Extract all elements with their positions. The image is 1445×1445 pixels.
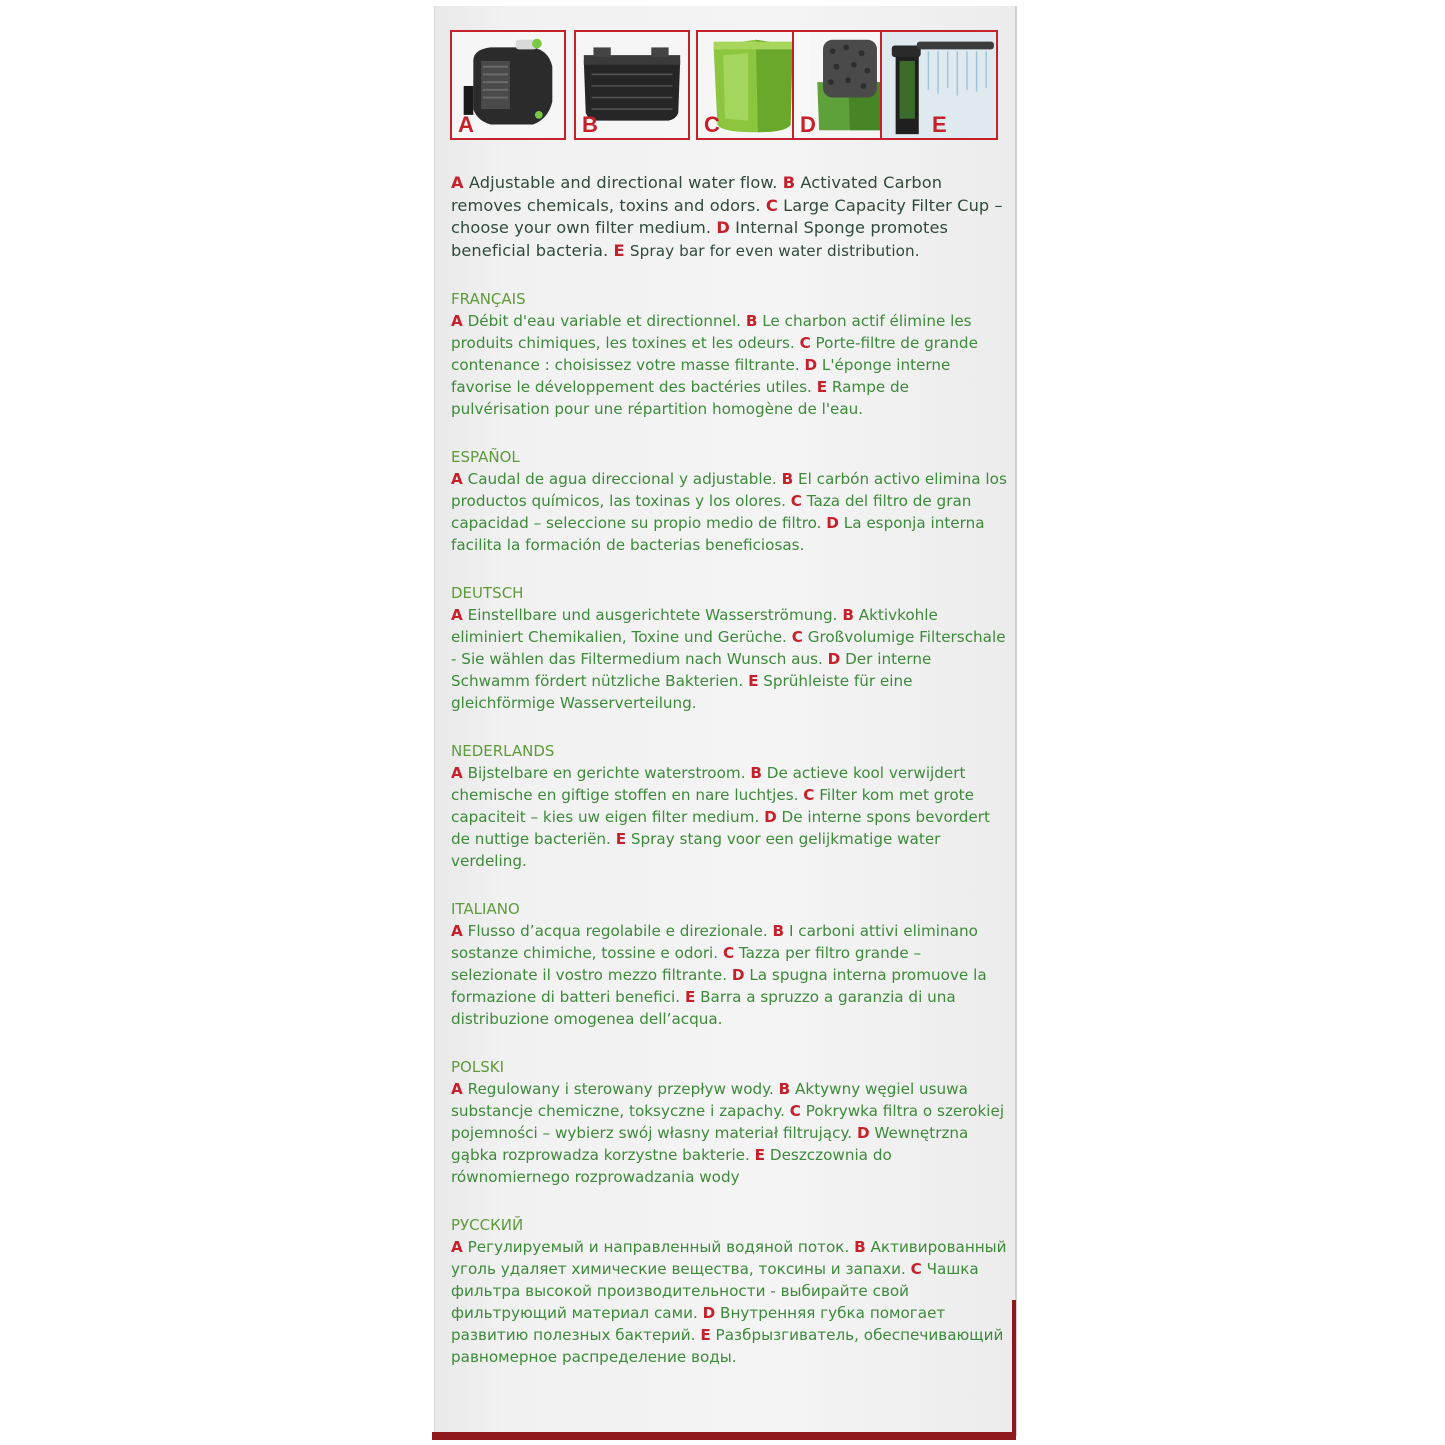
language-section <box>451 898 1011 1030</box>
language-title: NEDERLANDS <box>451 742 555 760</box>
language-section <box>451 446 1011 556</box>
language-section <box>451 740 1011 872</box>
item-letter: B <box>854 1238 866 1256</box>
thumbnail-b <box>574 30 690 140</box>
item-text: Caudal de agua direccional y adjustable. <box>467 470 777 488</box>
english-description <box>451 172 1011 262</box>
item-letter: D <box>804 356 818 374</box>
item-letter: C <box>799 334 811 352</box>
item-text: Spray bar for even water distribution. <box>629 241 920 260</box>
item-text: Pokrywka filtra o szerokiej pojemności – wybierz swój własny materiał filtrujący. <box>451 1102 1005 1142</box>
language-body <box>451 762 1011 872</box>
item-letter: E <box>754 1146 766 1164</box>
item-letter: B <box>842 606 854 624</box>
language-title: ITALIANO <box>451 900 520 918</box>
item-letter: A <box>451 1238 463 1256</box>
language-body <box>451 1236 1011 1368</box>
item-letter: E <box>700 1326 711 1344</box>
item-letter: A <box>451 606 463 624</box>
language-body <box>451 310 1011 420</box>
item-letter: E <box>816 378 828 396</box>
feature-thumbnails <box>450 30 998 142</box>
item-text: Wewnętrzna gąbka rozprowadza korzystne bakterie. <box>451 1124 969 1164</box>
thumbnail-e <box>880 30 998 140</box>
item-text: De actieve kool verwijdert chemische en giftige stoffen en nare luchtjes. <box>451 764 966 804</box>
language-title: POLSKI <box>451 1058 504 1076</box>
item-text: I carboni attivi eliminano sostanze chimiche, tossine e odori. <box>451 922 978 962</box>
item-text: Разбрызгиватель, обеспечивающий равномерное распределение воды. <box>451 1326 1004 1366</box>
thumbnail-letter: A <box>458 112 474 137</box>
item-text: Barra a spruzzo a garanzia di una distribuzione omogenea dell’acqua. <box>451 988 956 1028</box>
item-text: La spugna interna promuove la formazione di batteri benefici. <box>451 966 987 1006</box>
item-letter: C <box>803 786 815 804</box>
item-letter: E <box>613 240 625 260</box>
item-letter: A <box>451 312 463 330</box>
item-letter: D <box>764 808 777 826</box>
item-text: Чашка фильтра высокой производительности - выбирайте свой фильтрующий материал сами. <box>451 1260 979 1322</box>
item-letter: D <box>716 218 730 237</box>
language-section <box>451 582 1011 714</box>
item-text: Активированный уголь удаляет химические вещества, токсины и запахи. <box>451 1238 1007 1278</box>
item-letter: B <box>781 470 794 488</box>
language-title: FRANÇAIS <box>451 290 526 308</box>
item-text: Einstellbare und ausgerichtete Wasserströmung. <box>467 606 838 624</box>
language-section <box>451 288 1011 420</box>
item-letter: D <box>731 966 745 984</box>
item-text: Внутренняя губка помогает развитию полезных бактерий. <box>451 1304 946 1344</box>
item-letter: C <box>791 628 803 646</box>
thumbnail-letter: B <box>582 112 598 137</box>
box-edge-right <box>1012 1300 1016 1440</box>
item-letter: B <box>745 312 758 330</box>
language-body <box>451 604 1011 714</box>
language-body <box>451 920 1011 1030</box>
language-title: РУССКИЙ <box>451 1216 524 1234</box>
language-section <box>451 1056 1011 1188</box>
item-text: Spray stang voor een gelijkmatige water verdeling. <box>451 830 941 870</box>
item-letter: A <box>451 470 463 488</box>
item-letter: D <box>856 1124 870 1142</box>
item-letter: C <box>765 195 778 215</box>
item-letter: B <box>782 173 796 192</box>
item-text: Bijstelbare en gerichte waterstroom. <box>467 764 746 782</box>
item-text: Activated Carbon removes chemicals, toxins and odors. <box>451 173 943 215</box>
item-letter: E <box>615 830 627 848</box>
item-text: Adjustable and directional water flow. <box>468 173 778 192</box>
item-text: Rampe de pulvérisation pour une répartition homogène de l'eau. <box>451 378 910 418</box>
item-text: De interne spons bevordert de nuttige bacteriën. <box>451 808 990 848</box>
item-text: Deszczownia do równomiernego rozprowadzania wody <box>451 1146 892 1186</box>
item-letter: D <box>826 514 839 532</box>
description-text <box>451 172 1011 1368</box>
item-letter: A <box>451 1080 463 1098</box>
item-letter: E <box>684 988 696 1006</box>
item-letter: A <box>451 173 464 192</box>
item-text: El carbón activo elimina los productos químicos, las toxinas y los olores. <box>451 470 1007 510</box>
item-text: Tazza per filtro grande – selezionate il vostro mezzo filtrante. <box>451 944 922 984</box>
box-edge-bottom <box>432 1432 1016 1440</box>
item-letter: C <box>722 944 735 962</box>
item-text: Aktivkohle eliminiert Chemikalien, Toxine und Gerüche. <box>451 606 938 646</box>
item-text: Der interne Schwamm fördert nützliche Bakterien. <box>451 650 932 690</box>
thumbnail-letter: E <box>932 112 947 137</box>
item-text: Großvolumige Filterschale - Sie wählen das Filtermedium nach Wunsch aus. <box>451 628 1006 668</box>
item-text: Internal Sponge promotes beneficial bacteria. <box>451 218 949 260</box>
item-letter: E <box>748 672 759 690</box>
item-text: Filter kom met grote capaciteit – kies uw eigen filter medium. <box>451 786 974 826</box>
item-letter: A <box>451 922 463 940</box>
language-title: DEUTSCH <box>451 584 524 602</box>
item-text: Débit d'eau variable et directionnel. <box>467 312 741 330</box>
thumbnail-letter: D <box>800 112 816 137</box>
item-letter: D <box>702 1304 716 1322</box>
item-text: Porte-filtre de grande contenance : choisissez votre masse filtrante. <box>451 334 978 374</box>
item-text: Sprühleiste für eine gleichförmige Wasserverteilung. <box>451 672 913 712</box>
item-letter: C <box>790 492 802 510</box>
language-title: ESPAÑOL <box>451 448 520 466</box>
language-section <box>451 1214 1011 1368</box>
item-letter: D <box>827 650 841 668</box>
item-text: Регулируемый и направленный водяной поток. <box>467 1238 850 1256</box>
item-letter: B <box>778 1080 791 1098</box>
translations <box>451 288 1011 1368</box>
item-text: Aktywny węgiel usuwa substancje chemiczne, toksyczne i zapachy. <box>451 1080 968 1120</box>
item-letter: C <box>789 1102 801 1120</box>
language-body <box>451 468 1011 556</box>
thumbnail-a <box>450 30 566 140</box>
item-text: Flusso d’acqua regolabile e direzionale. <box>467 922 768 940</box>
item-text: L'éponge interne favorise le développement des bactéries utiles. <box>451 356 951 396</box>
item-text: Le charbon actif élimine les produits chimiques, les toxines et les odeurs. <box>451 312 972 352</box>
item-text: Taza del filtro de gran capacidad – seleccione su propio medio de filtro. <box>451 492 972 532</box>
item-letter: C <box>910 1260 922 1278</box>
item-letter: B <box>750 764 762 782</box>
language-body <box>451 1078 1011 1188</box>
item-text: Regulowany i sterowany przepływ wody. <box>467 1080 774 1098</box>
item-text: Large Capacity Filter Cup – choose your own filter medium. <box>451 195 1003 237</box>
thumbnail-letter: C <box>704 112 720 137</box>
item-text: La esponja interna facilita la formación de bacterias beneficiosas. <box>451 514 985 554</box>
item-letter: B <box>772 922 785 940</box>
item-letter: A <box>451 764 463 782</box>
